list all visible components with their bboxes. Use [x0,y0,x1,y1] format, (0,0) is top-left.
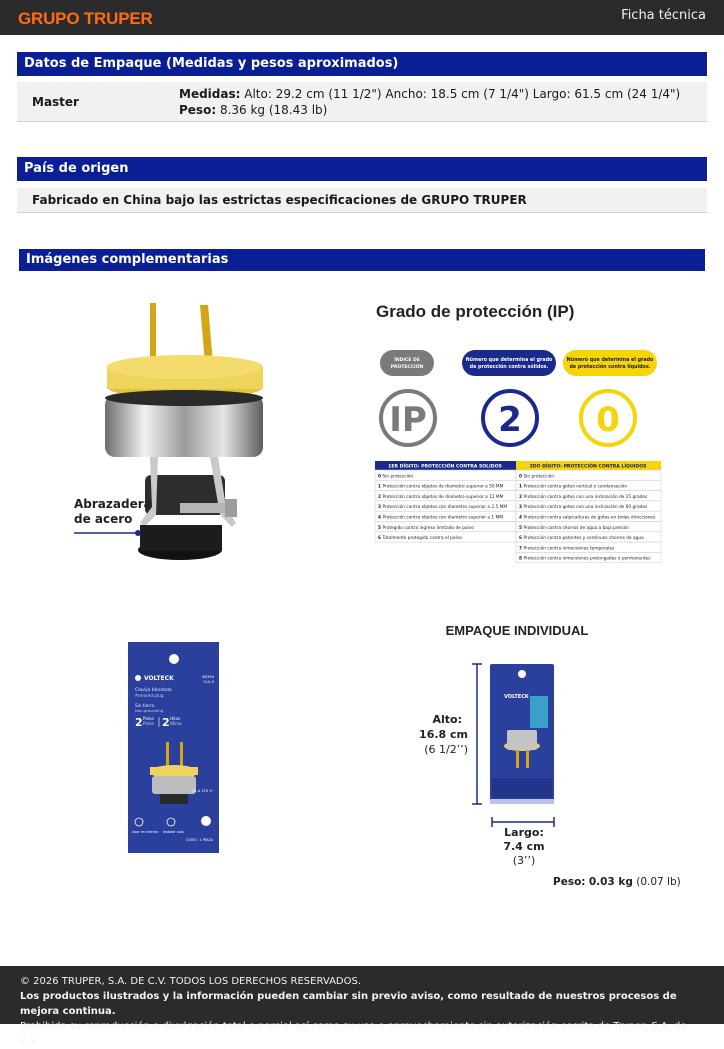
top-bar [0,0,724,35]
svg-text:ÍNDICE DE: ÍNDICE DE [394,358,420,363]
ip-solids-row-text: 4 Protección contra objetos con diametro superior a 1 MM [378,515,503,521]
height-in: (6 1/2’’) [424,743,468,756]
ip-liquids-row-text: 1 Protección contra goteo vertical o condensación [519,484,628,490]
brand-logo: GRUPO TRUPER [18,9,153,28]
weight-label: Peso: [179,103,217,117]
measures-value: Alto: 29.2 cm (11 1/2") Ancho: 18.5 cm (7 1/4") Largo: 61.5 cm (24 1/4") [244,87,681,101]
svg-text:IP: IP [389,400,427,440]
svg-text:Número que determina el grado: Número que determina el grado [465,358,553,363]
ip-liquids-row-text: 4 Protección contra salpicaduras de gotas en todas direcciones [519,515,656,521]
svg-text:2DO DÍGITO: PROTECCIÓN CONTRA: 2DO DÍGITO: PROTECCIÓN CONTRA LÍQUIDOS [529,464,647,470]
ip-liquids-row-text: 2 Protección contra goteo con una inclinación de 15 grados [519,494,648,500]
measures-label: Medidas: [179,87,241,101]
ip-liquids-row-text: 8 Protección contra inmersiones prolongadas o permanentes [519,556,651,562]
footer [0,966,724,1047]
length-label: Largo: [504,826,544,839]
callout-line1: Abrazadera [74,497,152,511]
document-type: Ficha técnica [621,8,706,23]
svg-text:CLV-5: CLV-5 [203,679,214,684]
svg-text:VOLTECK: VOLTECK [144,675,174,682]
ip-badge-solids [462,350,556,376]
svg-text:0: 0 [596,400,620,440]
svg-text:Polos: Polos [143,716,154,721]
ip-solids-row-text: 3 Protección contra objetos con diametro superior a 2.5 MM [378,505,508,511]
row-label-master: Master [32,95,79,109]
length-in: (3’’) [512,854,536,867]
individual-package-title: EMPAQUE INDIVIDUAL [445,623,589,638]
packaging-measures [179,86,699,118]
svg-text:de protección contra líquidos.: de protección contra líquidos. [569,365,651,370]
ip-badge-index [380,350,434,376]
individual-package-diagram [419,618,681,890]
svg-text:Usar en interior: Usar en interior [132,830,159,834]
images-section-header: Imágenes complementarias [19,249,705,271]
svg-text:de protección contra sólidos.: de protección contra sólidos. [469,365,549,370]
svg-text:CONT.: 1 PIEZA: CONT.: 1 PIEZA [186,838,214,842]
ip-solids-row-text: 2 Protección contra objetos de diametro superior a 12 MM [378,494,504,500]
ip-table-liquids [516,470,661,563]
svg-text:Clavija blindada: Clavija blindada [135,688,172,693]
height-cm: 16.8 cm [419,728,468,741]
svg-text:Número que determina el grado: Número que determina el grado [566,358,654,363]
svg-text:Poles: Poles [143,721,154,726]
ip-liquids-row-text: 5 Protección contra chorros de agua a baja presión [519,525,629,531]
callout-line2: de acero [74,512,133,526]
ip-badge-liquids [563,350,657,376]
height-label: Alto: [432,713,462,726]
svg-text:Armored plug: Armored plug [135,693,164,698]
svg-text:Non-grounding: Non-grounding [135,708,164,713]
svg-text:Sin tierra: Sin tierra [135,703,155,708]
ip-solids-row-text: 5 Protegido contra ingreso limitado de polvo [378,525,474,531]
package-weight: Peso: 0.03 kg (0.07 lb) [553,876,681,888]
ip-solids-row-text: 0 Sin protección [378,474,414,480]
ip-title: Grado de protección (IP) [376,302,575,321]
svg-text:2: 2 [498,400,522,440]
svg-text:Instalar solo: Instalar solo [163,830,184,834]
footer-legal: Prohibida su reproducción o divulgación total o parcial así como su uso o aprovechamiento sin autorización escrita de Truper, S.A. de C.V. [20,1021,687,1047]
ip-table-solids [375,470,516,542]
ip-solids-row-text: 1 Protección contra objetos de diametro superior a 50 MM [378,484,504,490]
svg-text:PROTECCIÓN: PROTECCIÓN [390,365,424,370]
svg-text:2: 2 [135,716,143,729]
packaging-section-header: Datos de Empaque (Medidas y pesos aproximados) [17,52,707,76]
ip-solids-row-text: 6 Totalmente protegido contra el polvo [378,536,462,542]
ip-liquids-row-text: 7 Protección contra inmersiones temporales [519,546,615,552]
svg-text:1ER DÍGITO: PROTECCIÓN CONTRA: 1ER DÍGITO: PROTECCIÓN CONTRA SOLIDOS [388,464,502,470]
svg-text:15 A 125 V~: 15 A 125 V~ [192,789,215,793]
plug-image [60,295,280,565]
footer-notice: Los productos ilustrados y la información pueden cambiar sin previo aviso, como resultado de nuestros procesos de mejora continua. [20,991,677,1017]
svg-text:VOLTECK: VOLTECK [504,694,529,700]
origin-row [17,188,707,213]
ip-liquids-row-text: 0 Sin protección [519,474,555,480]
packaging-row [17,82,707,122]
svg-text:2: 2 [162,716,170,729]
retail-package-image [128,642,220,854]
weight-value: 8.36 kg (18.43 lb) [219,103,328,117]
origin-text: Fabricado en China bajo las estrictas especificaciones de GRUPO TRUPER [32,193,527,207]
svg-text:46390: 46390 [201,674,214,679]
svg-text:Hilos: Hilos [170,716,181,721]
svg-text:Wires: Wires [170,721,182,726]
ip-liquids-row-text: 6 Protección contra potentes y continuos chorros de agua [519,536,644,542]
length-cm: 7.4 cm [503,840,545,853]
footer-copyright: © 2026 TRUPER, S.A. DE C.V. TODOS LOS DERECHOS RESERVADOS. [20,976,362,987]
ip-infographic [372,295,664,570]
ip-liquids-row-text: 3 Protección contra goteo con una inclinación de 60 grados [519,505,648,511]
origin-section-header: País de origen [17,157,707,181]
